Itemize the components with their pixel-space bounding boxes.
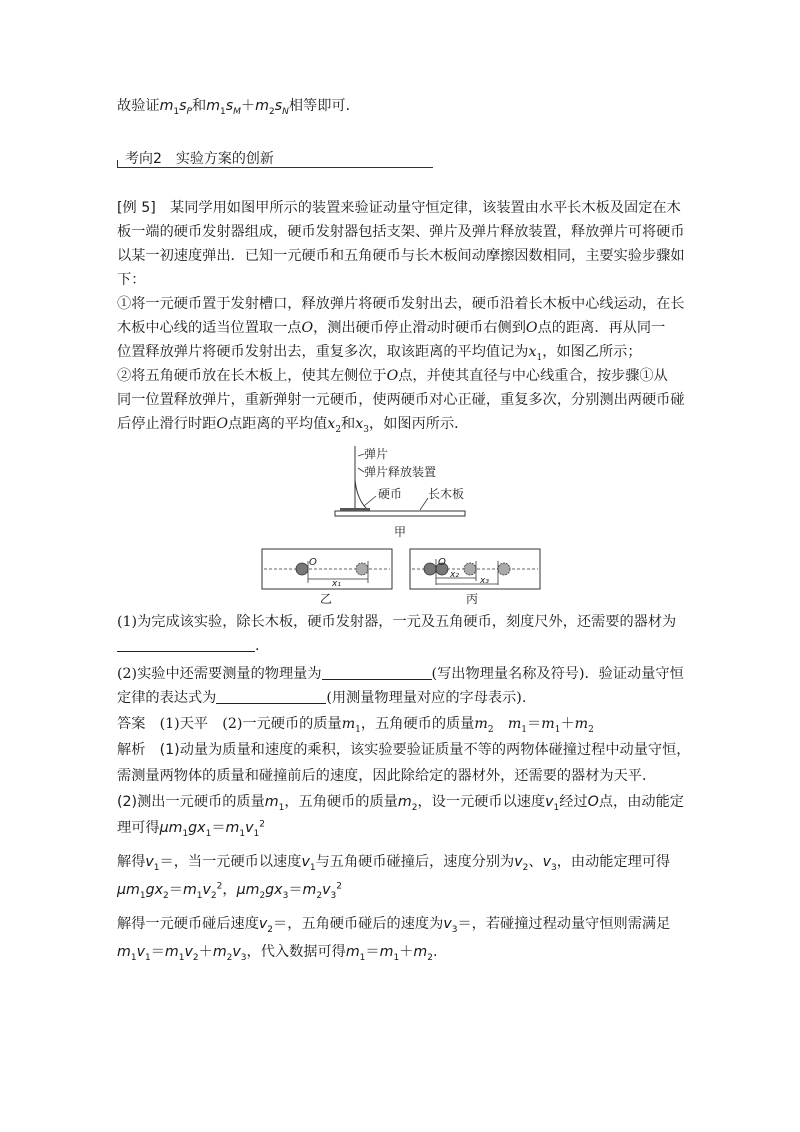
example-line-3: 以某一初速度弹出．已知一元硬币和五角硬币与长木板间动摩擦因数相同，主要实验步骤如 [117,248,685,264]
coin-jiao-end [498,563,510,575]
answer-blank-3[interactable] [216,689,326,704]
label-spring: 弹片 [364,447,389,461]
coin-start-yi [296,563,308,575]
label-board: 长木板 [428,487,465,501]
step2-line-1: ②将五角硬币放在长木板上，使其左侧位于O点，并使其直径与中心线重合，按步骤①从 [117,368,668,384]
step2-line-2: 同一位置释放弹片，重新弹射一元硬币，使两硬币对心正碰，重复多次，分别测出两硬币碰 [117,392,685,408]
coin-yuan-start [424,563,436,575]
answer-blank-2[interactable] [322,665,432,680]
caption-jia: 甲 [394,525,407,539]
analysis-line-3: (2)测出一元硬币的质量$m_1$，五角硬币的质量$m_2$，设一元硬币以速度$v_1$经过O点，由动能定 [117,794,684,813]
example-line-1: [例 5] 某同学用如图甲所示的装置来验证动量守恒定律，该装置由水平长木板及固定在木 [117,200,681,216]
figure-jia [320,440,470,540]
section-heading [117,148,433,168]
question-2-line-1: (2)实验中还需要测量的物理量为 (写出物理量名称及符号)．验证动量守恒 [117,666,684,682]
figure-bing [408,545,548,607]
coin-yuan-end [464,563,476,575]
caption-bing: 丙 [466,592,479,606]
analysis-line-6: $\mu m_1gx_2=m_1v_2^2$，$\mu m_2gx_3=m_2v_3^2$ [117,881,342,901]
answer-label: 答案 [117,716,146,732]
example-label: [例 5] [117,200,156,216]
analysis-label: 解析 [117,742,146,758]
example-line-4: 下： [117,272,146,288]
analysis-line-2: 需测量两物体的质量和碰撞前后的速度，因此除给定的器材外，还需要的器材为天平． [117,768,657,784]
example-line-2: 板一端的硬币发射器组成，硬币发射器包括支架、弹片及弹片释放装置，释放弹片可将硬币 [117,224,685,240]
point-o-bing: O [438,557,446,568]
coin-jia [340,508,370,511]
step1-line-2: 木板中心线的适当位置取一点O，测出硬币停止滑动时硬币右侧到O点的距离．再从同一 [117,320,666,336]
long-board [335,511,465,516]
heading-title: 考向2 实验方案的创新 [125,151,274,167]
analysis-line-7: 解得一元硬币碰后速度$v_2=$，五角硬币碰后的速度为$v_3=$，若碰撞过程动量守恒则需满足 [117,916,671,935]
step2-line-3: 后停止滑行时距O点距离的平均值$x_2$和$x_3$，如图丙所示． [117,416,469,435]
coin-end-yi [356,563,368,575]
answer-blank-1[interactable] [117,637,255,652]
analysis-line-4: 理可得$\mu m_1gx_1=m_1v_1^2$ [117,819,265,839]
intro-line: 故验证$m_1s_P$和$m_1s_M+m_2s_N$相等即可． [117,98,360,117]
step1-line-1: ①将一元硬币置于发射槽口，释放弹片将硬币发射出去，硬币沿着长木板中心线运动，在长 [117,296,685,312]
question-1-blank-line: . [117,636,260,656]
analysis-line-8: $m_1v_1=m_1v_2+m_2v_3$，代入数据可得$m_1=m_1+m_2$. [117,944,438,963]
dist-x2: x₂ [450,570,459,580]
answer-line: 答案 (1)天平 (2)一元硬币的质量$m_1$，五角硬币的质量$m_2$ $m_1=m_1+m_2$ [117,716,594,735]
label-coin: 硬币 [378,487,403,501]
step1-line-3: 位置释放弹片将硬币发射出去，重复多次，取该距离的平均值记为$x_1$，如图乙所示； [117,344,642,363]
analysis-line-1: 解析 (1)动量为质量和速度的乘积，该实验要验证质量不等的两物体碰撞过程中动量守恒， [117,742,691,758]
dist-x1: x₁ [332,579,341,589]
launcher-spring [355,480,368,510]
caption-yi: 乙 [320,592,333,606]
figure-yi [260,545,400,607]
label-release: 弹片释放装置 [364,465,437,479]
point-o-yi: O [309,557,317,568]
question-2-line-2: 定律的表达式为 (用测量物理量对应的字母表示). [117,690,527,706]
dist-x3: x₃ [480,576,489,586]
analysis-line-5: 解得$v_1=$，当一元硬币以速度$v_1$与五角硬币碰撞后，速度分别为$v_2$、$v_3$，由动能定理可得 [117,854,671,873]
question-1: (1)为完成该实验，除长木板，硬币发射器，一元及五角硬币，刻度尺外，还需要的器材为 [117,614,677,630]
